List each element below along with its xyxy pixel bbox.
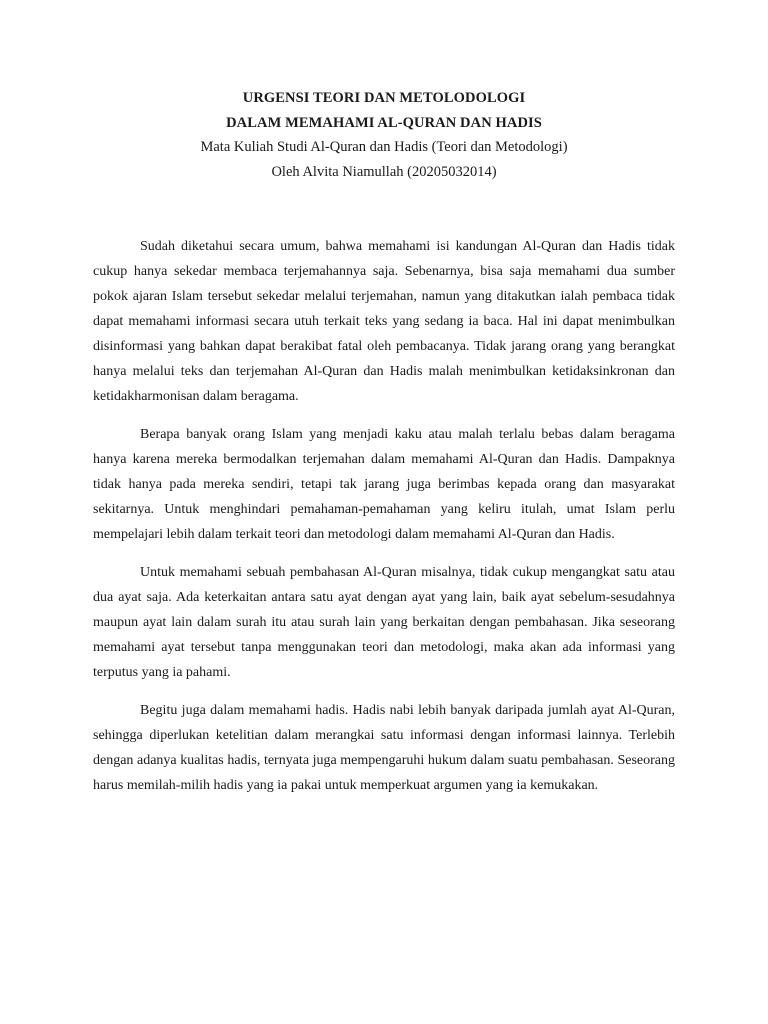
author-line: Oleh Alvita Niamullah (20205032014) [271,163,497,180]
course-subtitle: Mata Kuliah Studi Al-Quran dan Hadis (Teori dan Metodologi) [200,139,568,155]
paragraph-1: Sudah diketahui secara umum, bahwa memahami isi kandungan Al-Quran dan Hadis tidak cukup hanya sekedar membaca terjemahannya saja. Sebenarnya, bisa saja memahami dua sumber pokok ajaran Islam tersebut sekedar melalui terjemahan, namun yang ditakutkan ialah pembaca tidak dapat memahami informasi secara utuh terkait teks yang sedang ia baca. Hal ini dapat menimbulkan disinformasi yang bahkan dapat berakibat fatal oleh pembacanya. Tidak jarang orang yang berangkat hanya melalui teks dan terjemahan Al-Quran dan Hadis malah menimbulkan ketidaksinkronan dan ketidakharmonisan dalam beragama. [93,239,675,404]
title-line-2: DALAM MEMAHAMI AL-QURAN DAN HADIS [226,114,542,131]
document-body [93,234,675,811]
title-line-1: URGENSI TEORI DAN METOLODOLOGI [242,90,526,106]
document-header [0,86,768,184]
paragraph-2: Berapa banyak orang Islam yang menjadi kaku atau malah terlalu bebas dalam beragama hanya karena mereka bermodalkan terjemahan dalam memahami Al-Quran dan Hadis. Dampaknya tidak hanya pada mereka sendiri, tetapi tak jarang juga berimbas kepada orang dan masyarakat sekitarnya. Untuk menghindari pemahaman-pemahaman yang keliru itulah, umat Islam perlu mempelajari lebih dalam terkait teori dan metodologi dalam memahami Al-Quran dan Hadis. [93,427,675,542]
paragraph-4: Begitu juga dalam memahami hadis. Hadis nabi lebih banyak daripada jumlah ayat Al-Quran, sehingga diperlukan ketelitian dalam merangkai satu informasi dengan informasi lainnya. Terlebih dengan adanya kualitas hadis, ternyata juga mempengaruhi hukum dalam suatu pembahasan. Seseorang harus memilah-milih hadis yang ia pakai untuk memperkuat argumen yang ia kemukakan. [93,703,675,793]
paragraph-3: Untuk memahami sebuah pembahasan Al-Quran misalnya, tidak cukup mengangkat satu atau dua ayat saja. Ada keterkaitan antara satu ayat dengan ayat yang lain, baik ayat sebelum-sesudahnya maupun ayat lain dalam surah itu atau surah lain yang berkaitan dengan pembahasan. Jika seseorang memahami ayat tersebut tanpa menggunakan teori dan metodologi, maka akan ada informasi yang terputus yang ia pahami. [93,565,675,680]
